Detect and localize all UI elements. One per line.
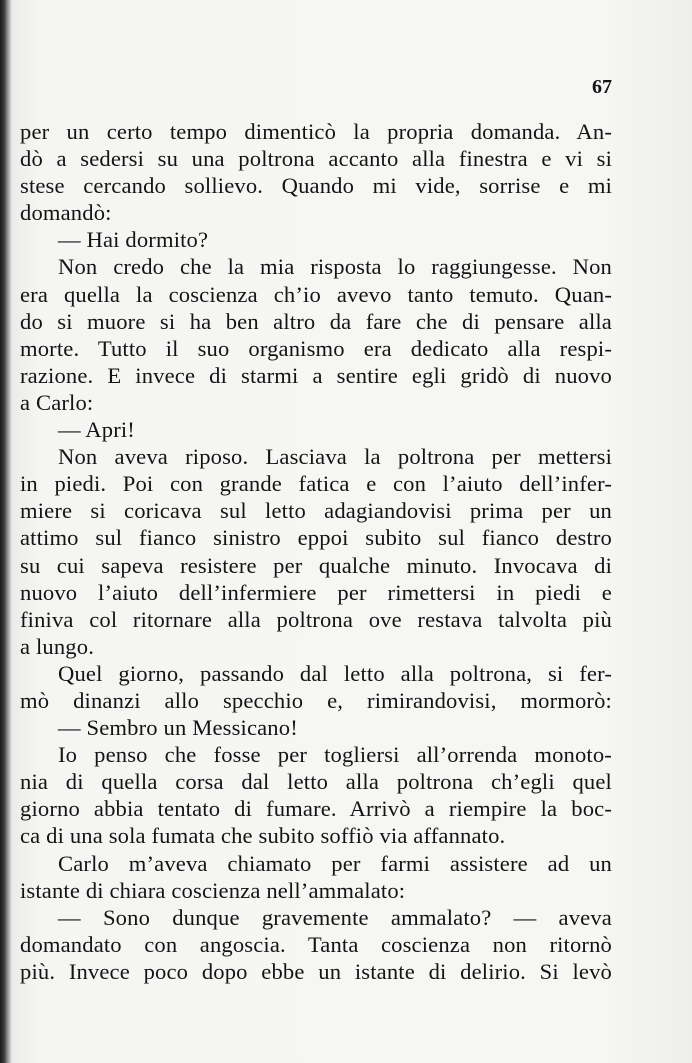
text-line: era quella la coscienza ch’io avevo tanto temuto. Quan- (20, 281, 612, 307)
book-spine-shadow (0, 0, 12, 1063)
text-line: Carlo m’aveva chiamato per farmi assistere ad un (58, 850, 612, 876)
text-line: Non aveva riposo. Lasciava la poltrona per mettersi (58, 444, 612, 470)
text-line: — Sembro un Messicano! (58, 715, 298, 741)
text-line: Non credo che la mia risposta lo raggiungesse. Non (58, 254, 612, 280)
text-line: su cui sapeva resistere per qualche minuto. Invocava di (20, 552, 612, 578)
text-line: nuovo l’aiuto dell’infermiere per rimettersi in piedi e (20, 579, 612, 605)
text-line: do si muore si ha ben altro da fare che di pensare alla (20, 308, 612, 334)
text-line: finiva col ritornare alla poltrona ove restava talvolta più (20, 606, 612, 632)
text-line: giorno abbia tentato di fumare. Arrivò a riempire la boc- (20, 796, 612, 822)
text-line: miere si coricava sul letto adagiandovisi prima per un (20, 498, 612, 524)
text-line: — Apri! (58, 417, 135, 443)
text-line: — Sono dunque gravemente ammalato? — aveva (58, 904, 612, 930)
text-line: nia di quella corsa dal letto alla poltrona ch’egli quel (20, 769, 612, 795)
text-line: mò dinanzi allo specchio e, rimirandovisi, mormorò: (20, 687, 612, 713)
text-line: Quel giorno, passando dal letto alla poltrona, si fer- (58, 660, 612, 686)
text-line: morte. Tutto il suo organismo era dedicato alla respi- (20, 335, 612, 361)
text-line: razione. E invece di starmi a sentire egli gridò di nuovo (20, 362, 612, 388)
text-line: a lungo. (20, 633, 94, 659)
text-line: istante di chiara coscienza nell’ammalato: (20, 877, 406, 903)
text-line: attimo sul fianco sinistro eppoi subito sul fianco destro (20, 525, 612, 551)
text-line: stese cercando sollievo. Quando mi vide, sorrise e mi (20, 173, 612, 199)
text-line: più. Invece poco dopo ebbe un istante di delirio. Si levò (20, 958, 612, 984)
text-line: per un certo tempo dimenticò la propria domanda. An- (20, 119, 612, 144)
text-line: in piedi. Poi con grande fatica e con l’aiuto dell’infer- (20, 471, 612, 497)
text-line: domandato con angoscia. Tanta coscienza non ritornò (20, 931, 612, 957)
text-line: dò a sedersi su una poltrona accanto alla finestra e vi si (20, 146, 612, 172)
page-number: 67 (592, 76, 612, 98)
text-line: ca di una sola fumata che subito soffiò via affannato. (20, 823, 506, 849)
text-line: — Hai dormito? (58, 227, 209, 253)
text-line: Io penso che fosse per togliersi all’orrenda monoto- (58, 742, 612, 768)
text-line: a Carlo: (20, 389, 94, 415)
text-line: domandò: (20, 200, 112, 226)
body-text (20, 118, 612, 985)
